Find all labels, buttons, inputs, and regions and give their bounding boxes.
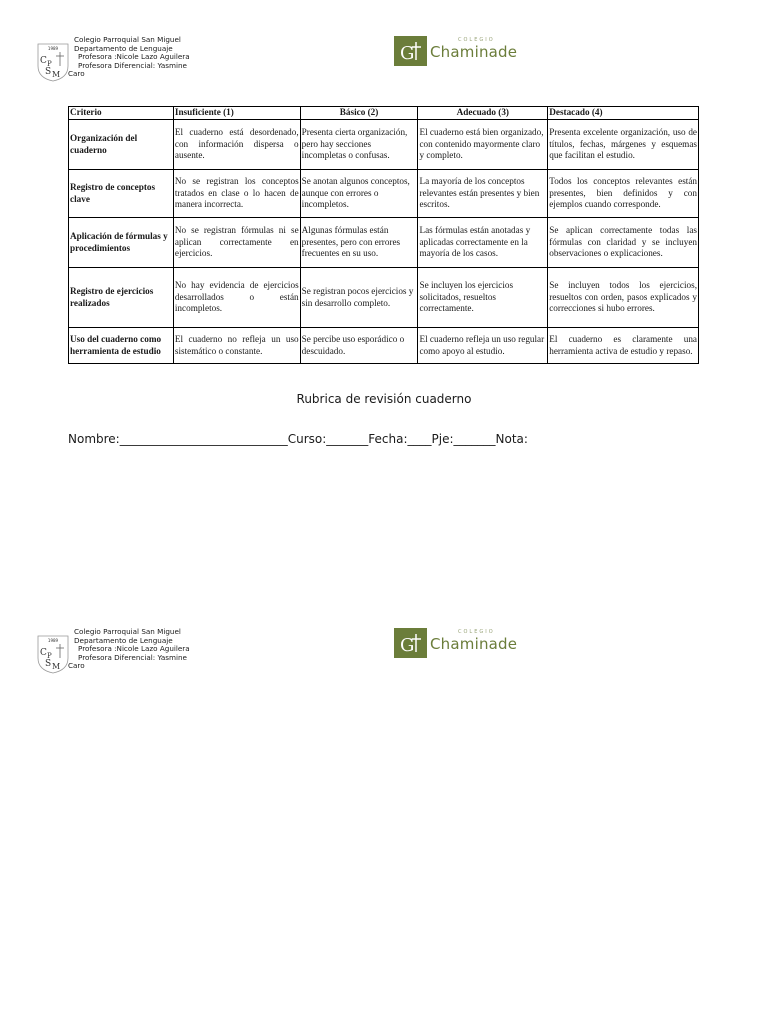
document-title: Rubrica de revisión cuaderno [296,392,472,406]
rubric-cell: Se aplican correctamente todas las fórmulas con claridad y se incluyen observaciones o explicaciones. [548,218,699,268]
rubric-table [68,106,699,364]
svg-text:G: G [400,635,415,656]
page-header-repeat [36,628,736,678]
school-crest-logo [36,42,70,82]
rubric-cell: Se incluyen los ejercicios solicitados, resueltos correctamente. [418,268,548,328]
school-info [68,627,190,670]
chaminade-logo [394,628,524,662]
criterion-cell: Registro de conceptos clave [69,170,174,218]
svg-text:P: P [47,652,52,660]
svg-text:C: C [40,56,47,66]
table-row [69,328,699,364]
table-row [69,170,699,218]
department: Departamento de Lenguaje [74,635,173,645]
header-criterio: Criterio [69,107,174,120]
rubric-cell: Se registran pocos ejercicios y sin desarrollo completo. [300,268,418,328]
chaminade-emblem-icon [394,628,427,658]
table-row [69,120,699,170]
chaminade-small-text: COLEGIO [458,37,495,43]
rubric-cell: La mayoría de los conceptos relevantes están presentes y bien escritos. [418,170,548,218]
rubric-cell: El cuaderno está bien organizado, con contenido mayormente claro y completo. [418,120,548,170]
rubric-cell: El cuaderno no refleja un uso sistemático o constante. [173,328,300,364]
chaminade-name: Chaminade [430,635,518,653]
svg-text:G: G [400,43,415,64]
school-info [68,35,190,78]
svg-text:S: S [45,659,52,669]
special-teacher: Profesora Diferencial: Yasmine [78,60,187,70]
rubric-cell: Las fórmulas están anotadas y aplicadas correctamente en la mayoría de los casos. [418,218,548,268]
teacher: Profesora :Nicole Lazo Aguilera [78,52,190,62]
header-destacado: Destacado (4) [548,107,699,120]
svg-text:M: M [52,70,61,79]
rubric-cell: No hay evidencia de ejercicios desarrollados o están incompletos. [173,268,300,328]
rubric-cell: El cuaderno está desordenado, con información dispersa o ausente. [173,120,300,170]
header-basico: Básico (2) [300,107,418,120]
svg-text:M: M [52,662,61,671]
rubric-cell: El cuaderno es claramente una herramienta activa de estudio y repaso. [548,328,699,364]
rubric-cell: Todos los conceptos relevantes están presentes, bien definidos y con ejemplos cuando corresponde. [548,170,699,218]
school-name: Colegio Parroquial San Miguel [74,627,181,636]
header-insuficiente: Insuficiente (1) [173,107,300,120]
page-header [36,36,736,86]
chaminade-emblem-icon [394,36,427,66]
criterion-cell: Uso del cuaderno como herramienta de estudio [69,328,174,364]
svg-text:S: S [45,67,52,77]
svg-text:P: P [47,60,52,68]
chaminade-name: Chaminade [430,43,518,61]
svg-text:C: C [40,648,47,658]
school-crest-logo [36,634,70,674]
table-row [69,268,699,328]
table-row [69,218,699,268]
chaminade-small-text: COLEGIO [458,629,495,635]
student-fields-line: Nombre:____________________________Curso:_______Fecha:____Pje:_______Nota: [68,432,528,446]
rubric-cell: Algunas fórmulas están presentes, pero con errores frecuentes en su uso. [300,218,418,268]
rubric-cell: Se anotan algunos conceptos, aunque con errores o incompletos. [300,170,418,218]
header-adecuado: Adecuado (3) [418,107,548,120]
rubric-cell: Se percibe uso esporádico o descuidado. [300,328,418,364]
special-teacher: Profesora Diferencial: Yasmine [78,652,187,662]
rubric-cell: Se incluyen todos los ejercicios, resueltos con orden, pasos explicados y correcciones si hubo errores. [548,268,699,328]
rubric-cell: Presenta excelente organización, uso de títulos, fechas, márgenes y esquemas que facilitan el estudio. [548,120,699,170]
crest-year: 1989 [47,638,59,643]
rubric-cell: El cuaderno refleja un uso regular como apoyo al estudio. [418,328,548,364]
school-name: Colegio Parroquial San Miguel [74,35,181,44]
special-teacher-cont: Caro [68,69,85,78]
crest-year: 1989 [47,46,59,51]
rubric-cell: Presenta cierta organización, pero hay secciones incompletas o confusas. [300,120,418,170]
chaminade-logo [394,36,524,70]
rubric-cell: No se registran los conceptos tratados en clase o lo hacen de manera incorrecta. [173,170,300,218]
table-header-row [69,107,699,120]
teacher: Profesora :Nicole Lazo Aguilera [78,644,190,654]
criterion-cell: Registro de ejercicios realizados [69,268,174,328]
special-teacher-cont: Caro [68,661,85,670]
criterion-cell: Aplicación de fórmulas y procedimientos [69,218,174,268]
department: Departamento de Lenguaje [74,43,173,53]
criterion-cell: Organización del cuaderno [69,120,174,170]
rubric-cell: No se registran fórmulas ni se aplican correctamente en ejercicios. [173,218,300,268]
